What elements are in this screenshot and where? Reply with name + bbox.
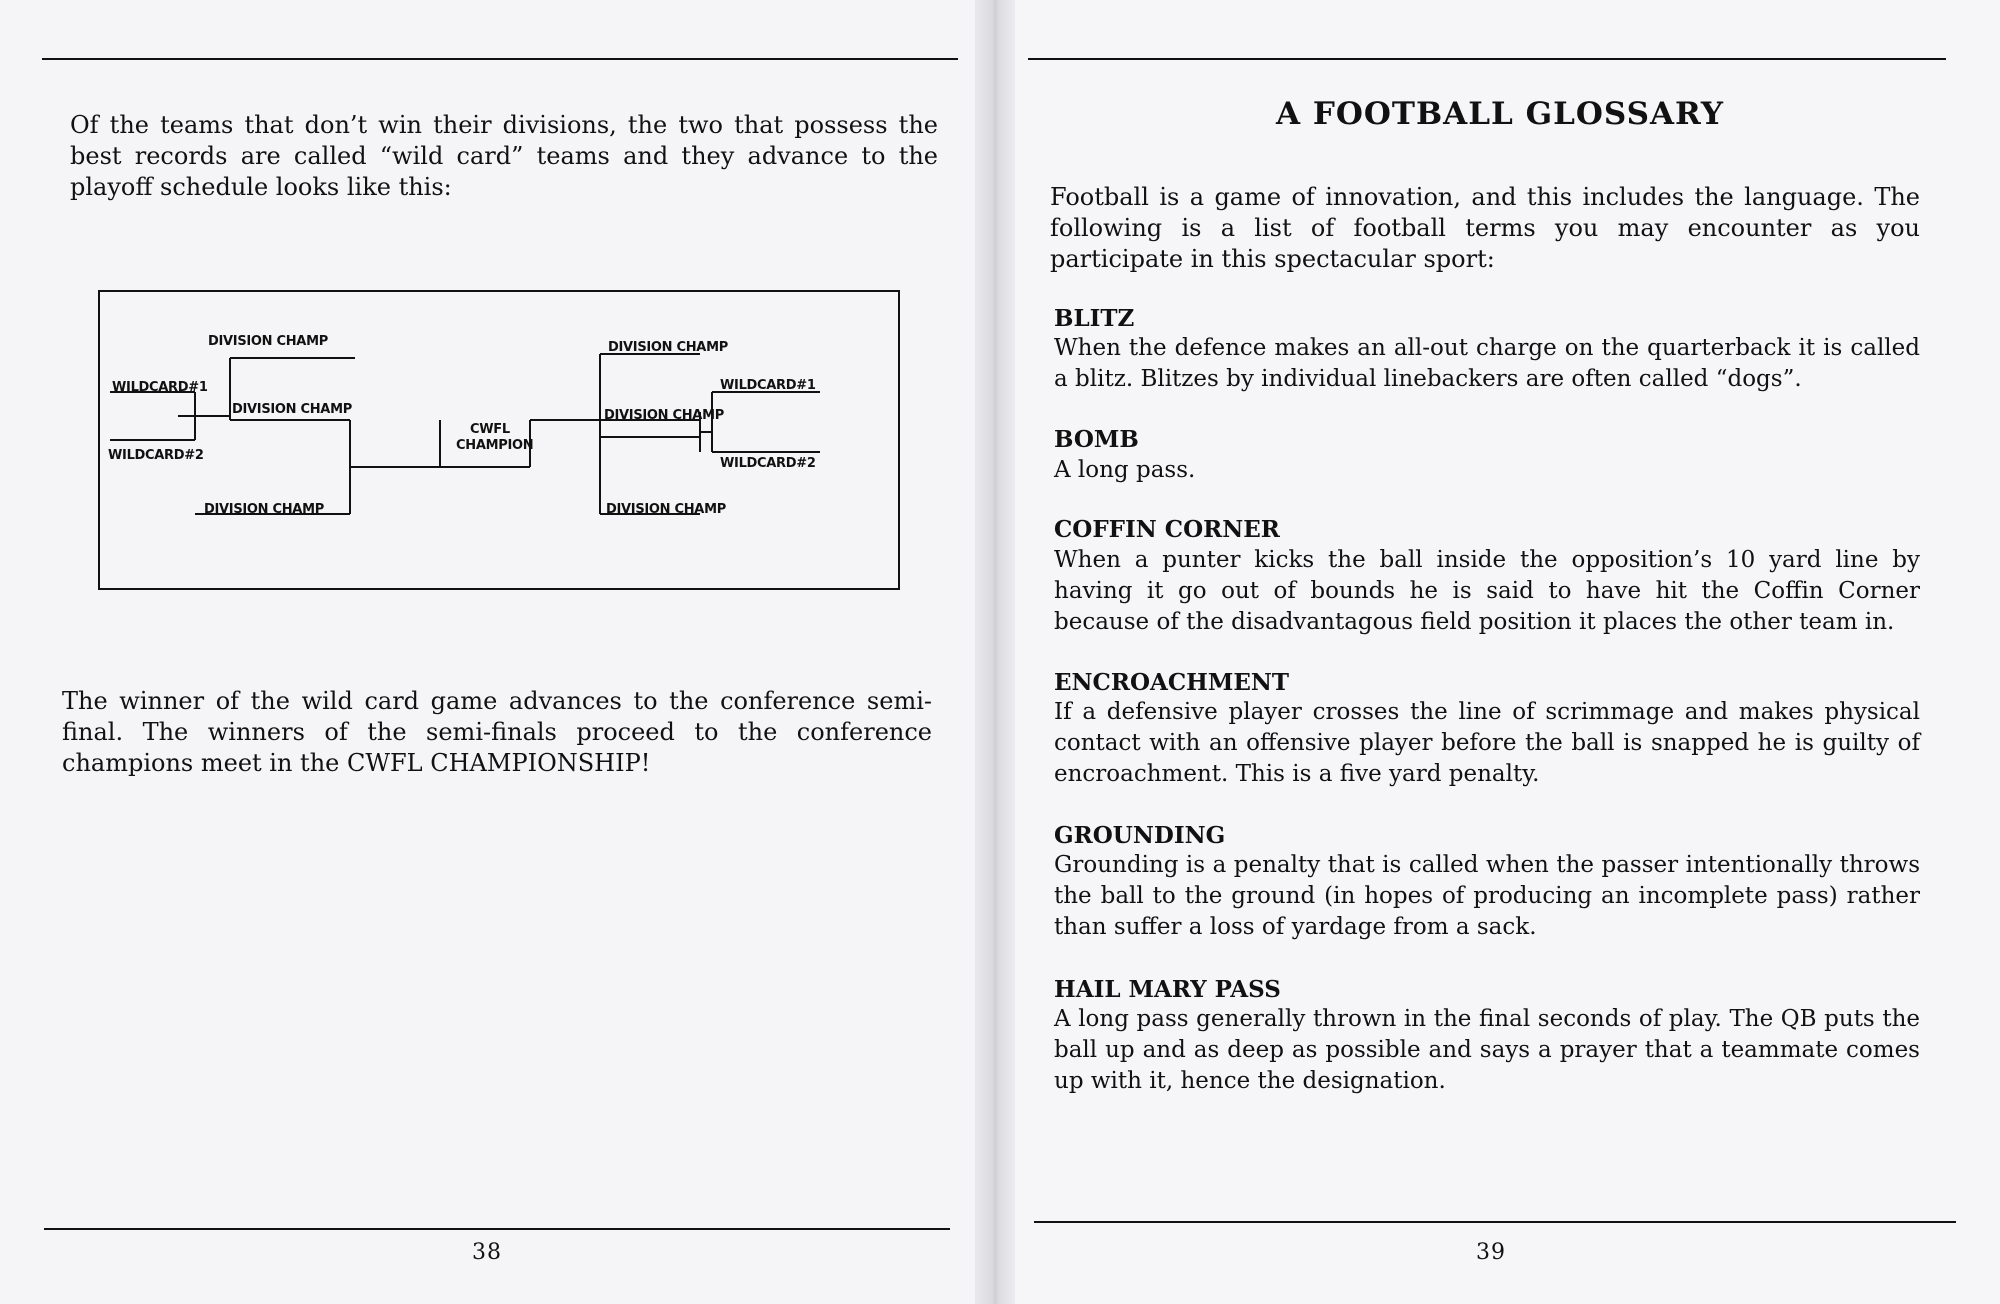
bracket-label-division-champ-right-top: DIVISION CHAMP: [608, 340, 728, 355]
book-gutter: [975, 0, 1015, 1304]
glossary-title: A FOOTBALL GLOSSARY: [1276, 96, 1724, 132]
bracket-label-wildcard-1-left: WILDCARD#1: [112, 380, 208, 395]
term-blitz: BLITZ: [1054, 305, 1135, 332]
bracket-label-wildcard-2-left: WILDCARD#2: [108, 448, 204, 463]
top-rule-left: [42, 58, 958, 60]
definition-grounding: Grounding is a penalty that is called when the passer intentionally throws the ball to the ground (in hopes of producing an incomplete pass) rather than suffer a loss of yardage from a sack.: [1054, 852, 1920, 940]
bracket-label-division-champ-left-bottom: DIVISION CHAMP: [204, 502, 324, 517]
bracket-label-wildcard-1-right: WILDCARD#1: [720, 378, 816, 393]
bracket-label-champion: CHAMPION: [456, 438, 534, 453]
bracket-label-division-champ-left-middle: DIVISION CHAMP: [232, 402, 352, 417]
outro-paragraph: The winner of the wild card game advances to the conference semi-final. The winners of the semi-finals proceed to the conference champions meet in the CWFL CHAMPIONSHIP!: [62, 687, 932, 777]
glossary-intro: Football is a game of innovation, and this includes the language. The following is a list of football terms you may encounter as you participate in this spectacular sport:: [1050, 183, 1920, 273]
top-rule-right: [1028, 58, 1946, 60]
intro-paragraph: Of the teams that don’t win their divisions, the two that possess the best records are called “wild card” teams and they advance to the playoff schedule looks like this:: [70, 111, 938, 201]
bottom-rule-right: [1034, 1221, 1956, 1223]
page-number-right: 39: [1476, 1240, 1506, 1265]
page-number-left: 38: [472, 1240, 502, 1265]
term-bomb: BOMB: [1054, 426, 1139, 453]
definition-hail-mary-pass: A long pass generally thrown in the final seconds of play. The QB puts the ball up and as deep as possible and says a prayer that a teammate comes up with it, hence the designation.: [1054, 1006, 1920, 1094]
term-hail-mary-pass: HAIL MARY PASS: [1054, 976, 1281, 1003]
playoff-bracket-diagram: [98, 290, 900, 590]
term-grounding: GROUNDING: [1054, 822, 1226, 849]
term-encroachment: ENCROACHMENT: [1054, 669, 1290, 696]
bracket-label-division-champ-left-top: DIVISION CHAMP: [208, 334, 328, 349]
bottom-rule-left: [44, 1228, 950, 1230]
bracket-label-division-champ-right-bottom: DIVISION CHAMP: [606, 502, 726, 517]
bracket-label-division-champ-right-middle: DIVISION CHAMP: [604, 408, 724, 423]
term-coffin-corner: COFFIN CORNER: [1054, 516, 1280, 543]
definition-encroachment: If a defensive player crosses the line of scrimmage and makes physical contact with an offensive player before the ball is snapped he is guilty of encroachment. This is a five yard penalty.: [1054, 699, 1920, 787]
definition-blitz: When the defence makes an all-out charge on the quarterback it is called a blitz. Blitzes by individual linebackers are often called “dogs”.: [1054, 335, 1920, 392]
bracket-label-wildcard-2-right: WILDCARD#2: [720, 456, 816, 471]
definition-coffin-corner: When a punter kicks the ball inside the opposition’s 10 yard line by having it go out of bounds he is said to have hit the Coffin Corner because of the disadvantagous field position it places the other team in.: [1054, 547, 1920, 635]
bracket-label-cwfl: CWFL: [470, 422, 510, 437]
definition-bomb: A long pass.: [1054, 457, 1196, 483]
